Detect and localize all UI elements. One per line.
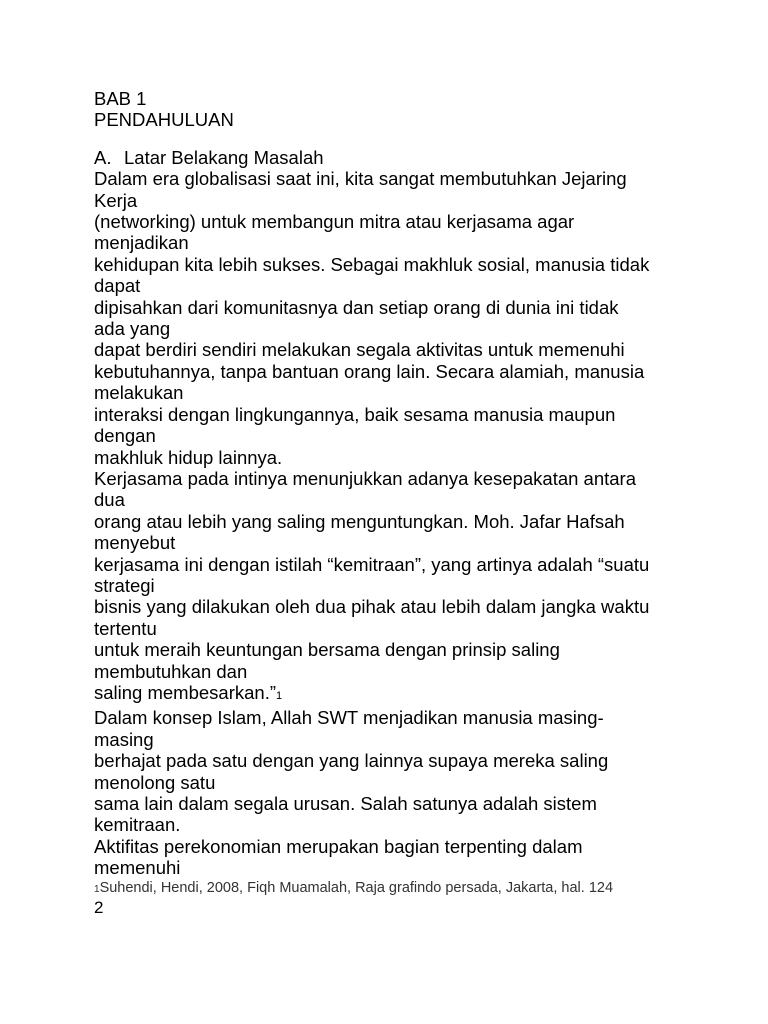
footnote-reference: 1 (276, 689, 283, 702)
body-line: Aktifitas perekonomian merupakan bagian terpenting dalam (94, 835, 583, 857)
section-title (94, 147, 694, 168)
body-line: kebutuhannya, tanpa bantuan orang lain. Secara alamiah, manusia (94, 360, 645, 382)
body-text (94, 168, 694, 878)
body-line: ada yang (94, 318, 171, 340)
quote-end-text: saling membesarkan.” (94, 681, 276, 703)
body-line: bisnis yang dilakukan oleh dua pihak atau lebih dalam jangka waktu (94, 596, 650, 618)
body-line: tertentu (94, 617, 157, 639)
document-page (94, 88, 694, 918)
chapter-heading (94, 88, 694, 131)
body-line: Kerja (94, 189, 138, 211)
body-line: Dalam konsep Islam, Allah SWT menjadikan manusia masing- (94, 707, 604, 729)
body-line: strategi (94, 574, 155, 596)
body-line: menolong satu (94, 771, 216, 793)
body-line: dengan (94, 425, 156, 447)
quote-end-line (94, 682, 694, 707)
body-line: makhluk hidup lainnya. (94, 446, 283, 468)
body-line: (networking) untuk membangun mitra atau kerjasama agar (94, 211, 575, 233)
body-line: dipisahkan dari komunitasnya dan setiap orang di dunia ini tidak (94, 296, 619, 318)
body-line: dapat berdiri sendiri melakukan segala aktivitas untuk memenuhi (94, 339, 625, 361)
body-line: interaksi dengan lingkungannya, baik sesama manusia maupun (94, 403, 616, 425)
chapter-title: PENDAHULUAN (94, 109, 234, 131)
body-line: orang atau lebih yang saling menguntungkan. Moh. Jafar Hafsah (94, 510, 625, 532)
section-title-text: Latar Belakang Masalah (124, 146, 324, 168)
body-line: membutuhkan dan (94, 660, 248, 682)
chapter-label: BAB 1 (94, 88, 147, 109)
body-line: kerjasama ini dengan istilah “kemitraan”, yang artinya adalah “suatu (94, 553, 650, 575)
body-line: Dalam era globalisasi saat ini, kita sangat membutuhkan Jejaring (94, 168, 627, 190)
body-line: untuk meraih keuntungan bersama dengan prinsip saling (94, 639, 560, 661)
footnote-mark: 1 (94, 883, 100, 895)
section-letter: A. (94, 146, 112, 168)
body-line: menyebut (94, 532, 176, 554)
body-line: berhajat pada satu dengan yang lainnya supaya mereka saling (94, 750, 609, 772)
body-line: melakukan (94, 382, 184, 404)
body-line: memenuhi (94, 857, 181, 879)
body-line: kemitraan. (94, 814, 181, 836)
body-line: sama lain dalam segala urusan. Salah satunya adalah sistem (94, 793, 597, 814)
body-line: masing (94, 728, 154, 750)
body-line: kehidupan kita lebih sukses. Sebagai makhluk sosial, manusia tidak (94, 253, 650, 275)
body-line: menjadikan (94, 232, 189, 254)
footnote-text: Suhendi, Hendi, 2008, Fiqh Muamalah, Raja grafindo persada, Jakarta, hal. 124 (99, 879, 614, 896)
body-line: dapat (94, 275, 141, 297)
page-number: 2 (94, 897, 104, 917)
footnote (94, 880, 694, 898)
body-line: dua (94, 489, 125, 511)
body-line: Kerjasama pada intinya menunjukkan adanya kesepakatan antara (94, 467, 637, 489)
